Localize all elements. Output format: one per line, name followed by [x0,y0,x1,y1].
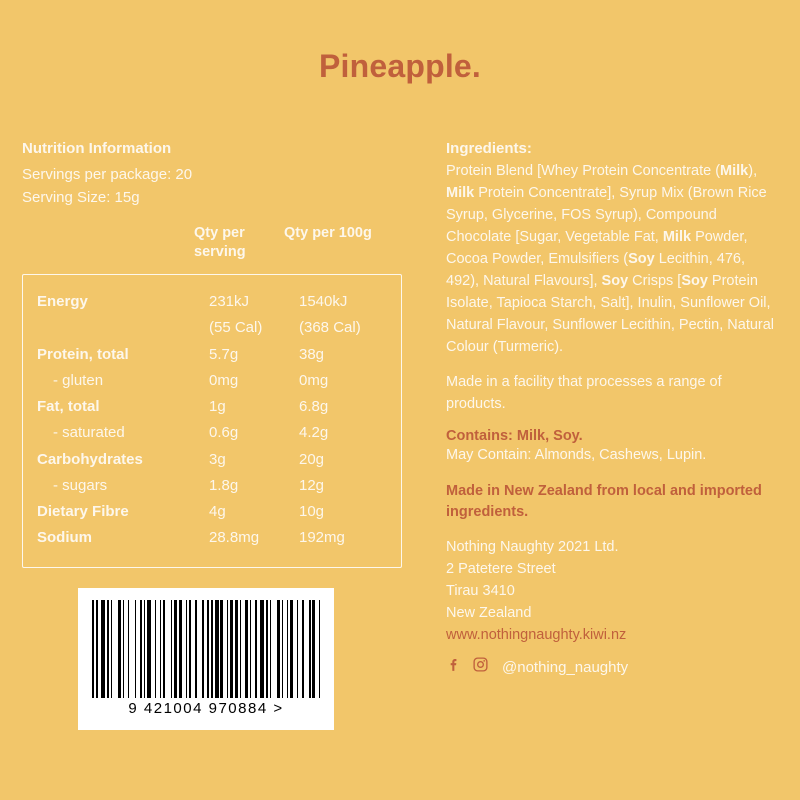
servings-per-package: Servings per package: 20 [22,166,193,183]
nutrient-per-100g: 6.8g [299,398,329,415]
column-header-per-serving: Qty per serving [194,224,246,261]
barcode-bar [123,600,124,698]
nutrition-table [22,274,402,569]
barcode-bar [297,600,298,698]
nutrition-table-rows [23,289,403,552]
company-street: 2 Patetere Street [446,561,556,578]
barcode-bar [118,600,120,698]
nutrient-label: - gluten [53,371,104,389]
barcode-bar [220,600,222,698]
table-row [23,472,403,498]
nutrient-label: Carbohydrates [37,450,143,468]
barcode-bar [302,600,303,698]
table-row [23,367,403,393]
barcode-bar [128,600,129,698]
facility-note: Made in a facility that processes a range of products. [446,374,722,413]
barcode-bar [179,600,183,698]
barcode-bar [160,600,161,698]
table-row [23,420,403,446]
barcode-bar [277,600,279,698]
table-row [23,315,403,341]
barcode-bar [270,600,271,698]
nutrient-label: - saturated [53,424,125,442]
barcode-bar [189,600,191,698]
table-row [23,446,403,472]
barcode-bar [107,600,109,698]
nutrient-per-100g: 38g [299,345,325,363]
nutrient-per-serving: 4g [209,503,226,520]
nutrient-label: Sodium [37,529,92,547]
nutrient-per-100g: 1540kJ [299,293,348,310]
barcode-bar [171,600,172,698]
barcode-bar [202,600,203,698]
nutrient-label: Energy [37,293,88,310]
nutrient-per-serving: 0mg [209,371,239,389]
barcode-bar [155,600,156,698]
nutrient-label: Protein, total [37,345,129,363]
table-row [23,499,403,525]
barcode-bar [207,600,208,698]
nutrition-column-headers [22,224,402,270]
nutrient-label: Dietary Fibre [37,503,129,520]
barcode-bar [144,600,145,698]
barcode-bar [147,600,151,698]
barcode-bar [186,600,187,698]
social-links [446,656,782,678]
barcode-bar [282,600,283,698]
barcode-digits: 9 421004 970884 [128,700,268,717]
company-name: Nothing Naughty 2021 Ltd. [446,539,619,556]
nutrient-per-serving: 3g [209,450,226,468]
table-row [23,394,403,420]
nutrient-per-100g: 20g [299,450,325,468]
table-row [23,341,403,367]
contains-statement: Contains: Milk, Soy. [446,428,583,445]
nutrient-per-serving: 1.8g [209,476,239,494]
barcode-bar [309,600,310,698]
ingredients-heading: Ingredients: [446,140,532,157]
nutrient-per-100g: 10g [299,503,325,520]
company-country: New Zealand [446,605,532,622]
may-contain-statement: May Contain: Almonds, Cashews, Lupin. [446,447,707,464]
made-in-statement: Made in New Zealand from local and imported ingredients. [446,483,762,521]
column-header-per-100g: Qty per 100g [284,224,372,241]
barcode-bar [250,600,251,698]
barcode-bar [230,600,234,698]
barcode-bar [195,600,196,698]
barcode-bar [266,600,268,698]
nutrient-per-serving: 0.6g [209,424,239,442]
nutrient-per-serving: 5.7g [209,345,239,363]
barcode-bar [92,600,94,698]
nutrient-per-100g: (368 Cal) [299,319,361,337]
barcode-bar [287,600,288,698]
company-city: Tirau 3410 [446,583,515,600]
barcode-bars [92,600,320,698]
barcode-bar [227,600,228,698]
barcode-number [92,700,320,717]
nutrient-label: - sugars [53,476,108,494]
barcode-bar [111,600,112,698]
table-row [23,289,403,315]
company-website[interactable]: www.nothingnaughty.kiwi.nz [446,627,627,644]
barcode [78,588,334,730]
barcode-bar [260,600,264,698]
barcode-bar [101,600,105,698]
barcode-trailing: > [273,700,284,717]
barcode-bar [215,600,219,698]
facebook-icon[interactable] [446,656,463,678]
nutrient-per-serving: 1g [209,398,226,415]
barcode-bar [174,600,176,698]
barcode-bar [312,600,314,698]
nutrient-per-100g: 4.2g [299,424,329,442]
nutrient-per-serving: (55 Cal) [209,319,263,337]
barcode-bar [163,600,165,698]
nutrient-per-100g: 192mg [299,529,345,547]
barcode-bar [240,600,241,698]
barcode-bar [211,600,213,698]
barcode-bar [235,600,237,698]
serving-size: Serving Size: 15g [22,189,140,207]
company-address [446,536,782,646]
nutrition-panel [22,140,402,568]
barcode-bar [290,600,294,698]
ingredients-list: Protein Blend [Whey Protein Concentrate (Milk), Milk Protein Concentrate], Syrup Mix (Brown Rice Syrup, Glycerine, FOS Syrup), Compound Chocolate [Sugar, Vegetable Fat, Milk Powder, Cocoa Powder, Emulsifiers (Soy Lecithin, 476, 492), Natural Flavours], Soy Crisps [Soy Protein Isolate, Tapioca Starch, Salt], Inulin, Sunflower Oil, Natural Flavour, Sunflower Lecithin, Pectin, Natural Colour (Turmeric). [446,163,775,356]
nutrient-label: Fat, total [37,398,100,415]
instagram-icon[interactable] [472,656,489,678]
barcode-bar [96,600,97,698]
nutrient-label [23,315,209,341]
ingredients-panel [446,140,782,678]
nutrient-per-serving: 231kJ [209,293,250,310]
social-handle[interactable]: @nothing_naughty [502,658,629,676]
table-row [23,525,403,551]
barcode-bar [245,600,249,698]
barcode-bar [255,600,256,698]
barcode-bar [319,600,320,698]
nutrient-per-100g: 0mg [299,371,329,389]
barcode-bar [135,600,136,698]
page-title: Pineapple. [318,48,482,84]
nutrient-per-serving: 28.8mg [209,529,260,547]
barcode-bar [140,600,142,698]
nutrient-per-100g: 12g [299,476,325,494]
nutrition-heading: Nutrition Information [22,140,172,157]
